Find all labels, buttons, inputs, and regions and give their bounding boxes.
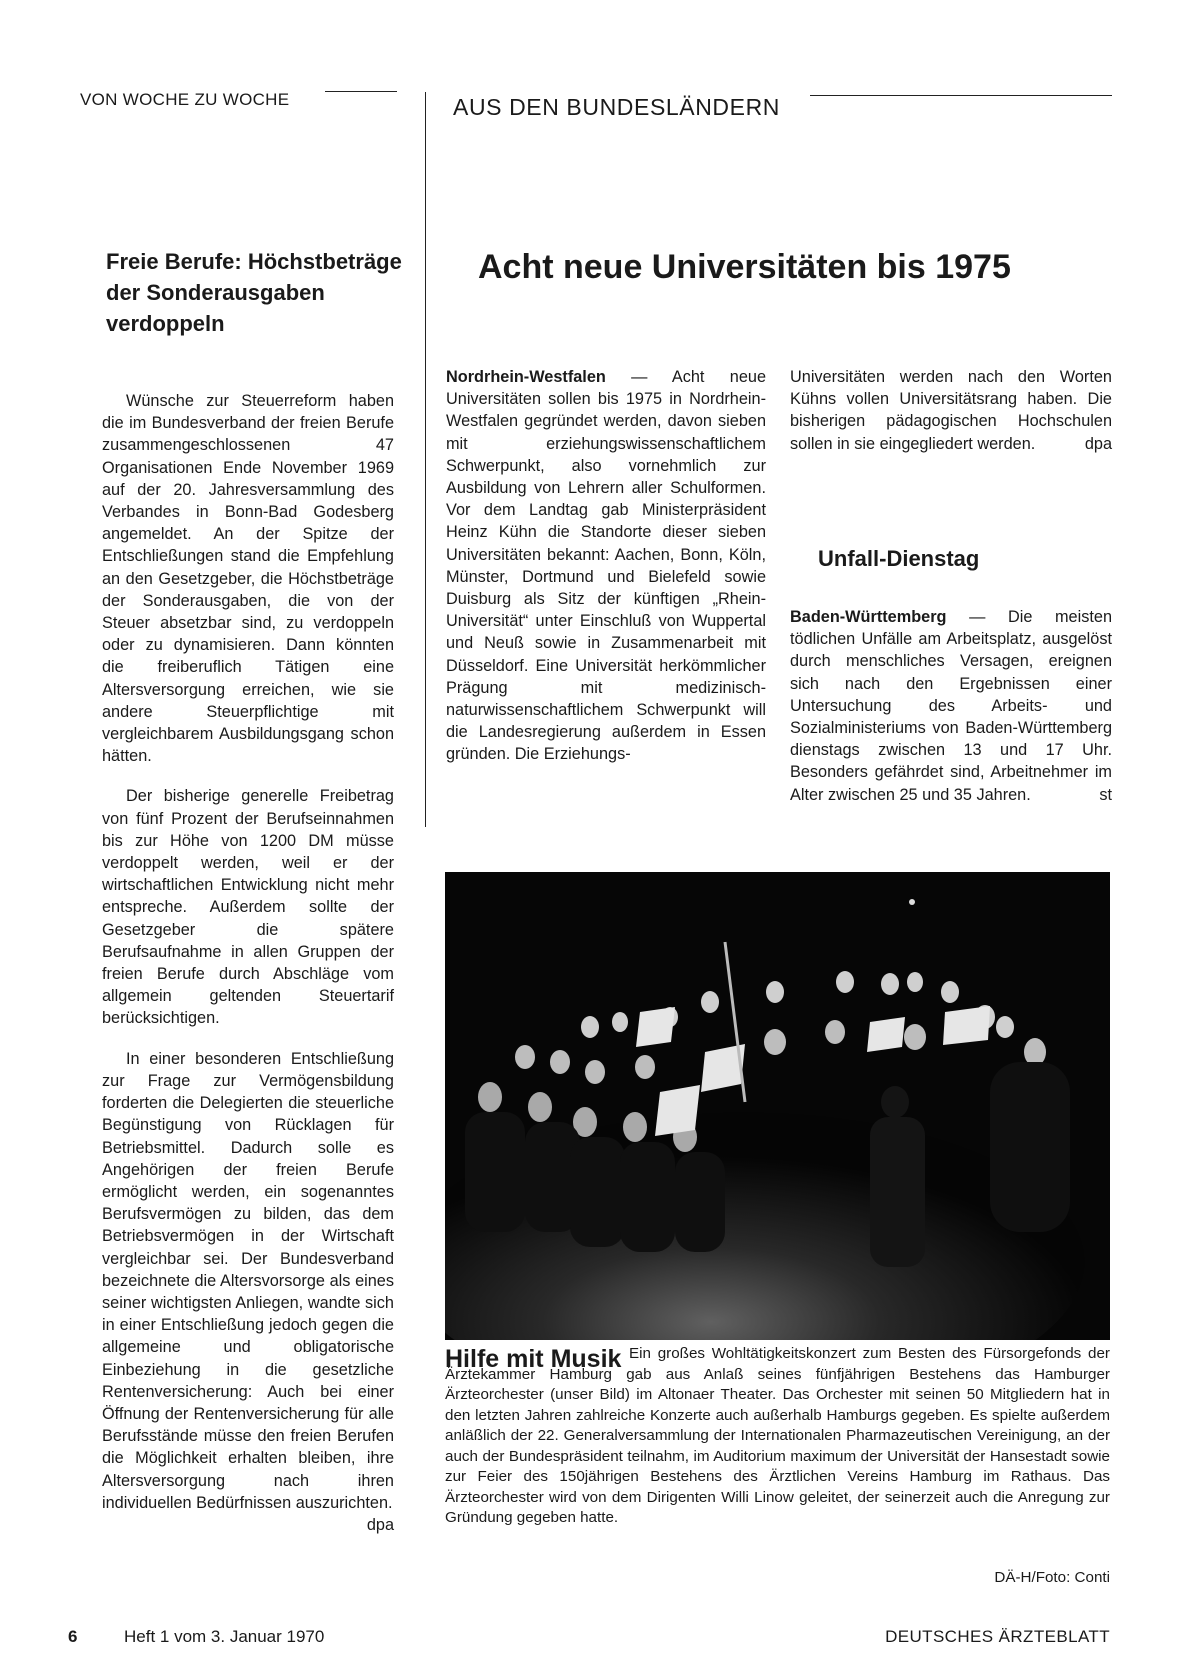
left-article-paragraph-1: Wünsche zur Steuerreform haben die im Bundesverband der freien Berufe zusammengeschlossenen 47 Organisationen Ende November 1969 auf der 20. Jahresversammlung des Verbandes in Bonn-Bad Godesberg angemeldet. An der Spitze der Entschließungen stand die Empfehlung an den Gesetzgeber, die Höchstbeträge der Sonderausgaben, die von der Steuer absetzbar sind, zu verdoppeln oder zu dynamisieren. Dann könnten die freiberuflich Tätigen eine Altersversorgung erreichen, wie sie andere Steuerpflichtige mit vergleichbarem Ausbildungsgang schon hätten. [102, 392, 394, 766]
unfall-article-text: Die meisten tödlichen Unfälle am Arbeitsplatz, ausgelöst durch menschliches Versagen, ereignen sich nach den Ergebnissen einer Untersuchung des Arbeits- und Sozialministeriums von Baden-Württemberg dienstags zwischen 13 und 17 Uhr. Besonders gefährdet sind, Arbeitnehmer im Alter zwischen 25 und 35 Jahren. [790, 608, 1112, 804]
main-article-column-2 [790, 366, 1112, 455]
main-article-dateline: Nordrhein-Westfalen [446, 368, 606, 386]
main-article-dash: — [605, 368, 672, 386]
main-article-text-2: Universitäten werden nach den Worten Kühns vollen Universitätsrang haben. Die bisherigen pädagogischen Hochschulen sollen in sie eingegliedert werden. [790, 368, 1112, 453]
caption-text-block [445, 1344, 1110, 1529]
main-article-signature: dpa [1084, 434, 1112, 453]
page-number: 6 [68, 1627, 78, 1646]
unfall-article-dash: — [946, 608, 1008, 626]
header-rule-left [325, 91, 397, 92]
unfall-article-body [790, 606, 1112, 806]
unfall-article-signature: st [1099, 785, 1112, 804]
main-article-text-1: Acht neue Universitäten sollen bis 1975 in Nordrhein-Westfalen gegründet werden, davon sieben mit erziehungswissenschaftlichem Schwerpunkt, also vornehmlich zur Ausbildung von Lehrern aller Schulformen. Vor dem Landtag gab Ministerpräsident Heinz Kühn die Standorte dieser sieben Universitäten bekannt: Aachen, Bonn, Köln, Münster, Dortmund und Bielefeld sowie Duisburg als Sitz der künftigen „Rhein-Universität“ unter Einschluß von Wuppertal und Neuß sowie in Zusammenarbeit mit Düsseldorf. Eine Universität herkömmlicher Prägung mit medizinisch-naturwissenschaftlichem Schwerpunkt will die Landesregierung außerdem in Essen gründen. Die Erziehungs- [446, 368, 766, 764]
left-article-body [102, 390, 394, 1536]
caption-title: Hilfe mit Musik [445, 1345, 622, 1373]
left-article-paragraph-3-text: In einer besonderen Entschließung zur Frage zur Vermögensbildung forderten die Delegierten die steuerliche Begünstigung von Rücklagen für Betriebsmittel. Dadurch solle es Angehörigen der freien Berufe ermöglicht werden, ein sogenanntes Berufsvermögen zu bilden, das dem Betriebsvermögen in der Wirtschaft vergleichbar sei. Der Bundesverband bezeichnete die Altersvorsorge als eines seiner wichtigsten Anliegen, wandte sich in einer Entschließung jedoch gegen die allgemeine und obligatorische Einbeziehung in die gesetzliche Rentenversicherung: Auch bei einer Öffnung der Rentenversicherung für alle Berufsstände müsse den freien Berufen die Möglichkeit erhalten bleiben, ihre Altersversorgung nach ihren individuellen Bedürfnissen auszurichten. [102, 1049, 394, 1512]
orchestra-photo-icon [445, 872, 1110, 1340]
unfall-article-dateline: Baden-Württemberg [790, 608, 947, 626]
left-article-title: Freie Berufe: Höchstbeträge der Sonderausgaben verdoppeln [106, 249, 402, 336]
section-label-left: VON WOCHE ZU WOCHE [80, 90, 290, 109]
caption-text: Ein großes Wohltätigkeitskonzert zum Besten des Fürsorgefonds der Ärztekammer Hamburg gab aus Anlaß seines fünfjährigen Bestehens das Hamburger Ärzteorchester (unser Bild) im Altonaer Theater. Das Orchester mit seinen 50 Mitgliedern hat in den letzten Jahren zahlreiche Konzerte auch außerhalb Hamburgs gegeben. Es spielte außerdem anläßlich der 22. Generalversammlung der Internationalen Pharmazeutischen Vereinigung, an der auch der Bundespräsident teilnahm, im Auditorium maximum der Universität der Hansestadt sowie zur Feier des 150jährigen Bestehens des Ärztlichen Vereins Hamburg im Rathaus. Das Ärzteorchester wird von dem Dirigenten Willi Linow geleitet, der seinerzeit auch die Anregung zur Gründung gegeben hatte. [445, 1345, 1110, 1526]
section-label-right: AUS DEN BUNDESLÄNDERN [453, 94, 780, 120]
left-article-signature: dpa [366, 1515, 394, 1534]
caption-indent-spacer [445, 1357, 629, 1358]
unfall-article-title: Unfall-Dienstag [818, 546, 980, 571]
orchestra-photo [445, 872, 1110, 1340]
main-article-column-1 [446, 366, 766, 766]
header-rule-right [810, 95, 1112, 96]
publication-name: DEUTSCHES ÄRZTEBLATT [885, 1627, 1110, 1646]
left-article-paragraph-3 [102, 1048, 394, 1534]
left-article-paragraph-2: Der bisherige generelle Freibetrag von fünf Prozent der Berufseinnahmen bis zur Höhe von 1200 DM müsse verdoppelt werden, weil er der wirtschaftlichen Entwicklung nicht mehr entspreche. Außerdem sollte der Gesetzgeber die spätere Berufsaufnahme in allen Gruppen der freien Berufe durch Abschläge vom allgemein geltenden Steuertarif berücksichtigen. [102, 787, 394, 1028]
photo-credit: DÄ-H/Foto: Conti [994, 1569, 1110, 1586]
main-article-title: Acht neue Universitäten bis 1975 [478, 248, 1011, 286]
issue-info: Heft 1 vom 3. Januar 1970 [124, 1627, 325, 1646]
column-divider [425, 92, 426, 827]
